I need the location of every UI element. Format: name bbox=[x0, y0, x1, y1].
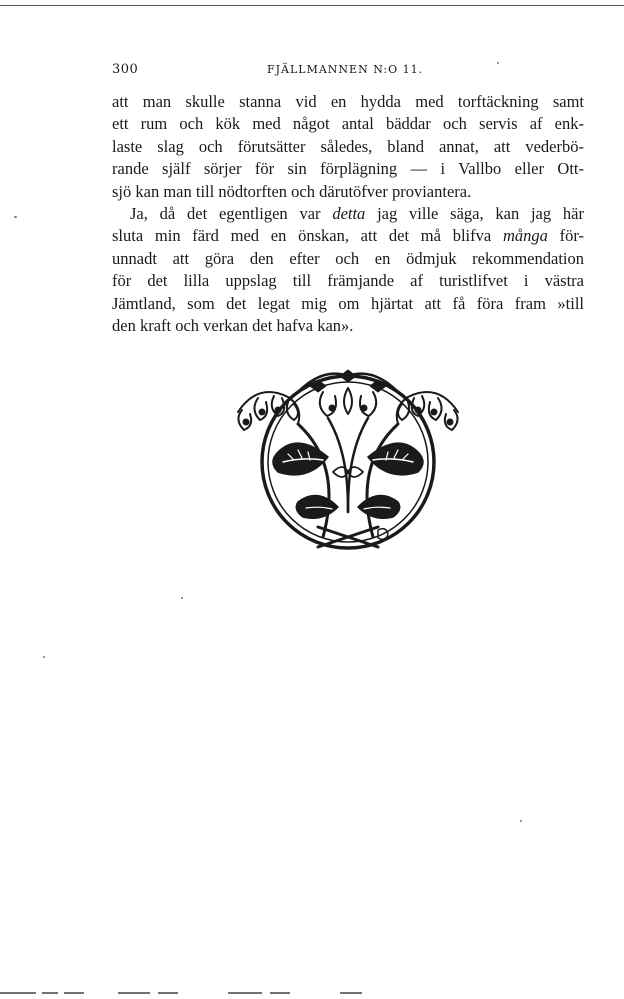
paper-speck bbox=[520, 820, 522, 822]
paper-speck bbox=[497, 62, 499, 64]
paper-speck bbox=[43, 656, 45, 658]
text-line: sluta min färd med en önskan, att det må blifva många för- bbox=[112, 226, 585, 246]
running-head: FJÄLLMANNEN N:O 11. bbox=[267, 63, 424, 76]
emphasis: detta bbox=[332, 203, 366, 223]
text-line: att man skulle stanna vid en hydda med torftäckning samt bbox=[112, 92, 584, 111]
floral-vignette-icon bbox=[228, 362, 468, 562]
page-bottom-marks bbox=[0, 990, 624, 996]
text-line: sjö kan man till nödtorften och därutöfver proviantera. bbox=[112, 181, 472, 201]
body-text bbox=[112, 91, 584, 337]
paper-speck bbox=[181, 597, 183, 599]
page-header bbox=[112, 62, 582, 82]
page-number: 300 bbox=[112, 62, 139, 77]
text-line: ett rum och kök med något antal bäddar och servis af enk- bbox=[112, 114, 584, 134]
text-line: för det lilla uppslag till främjande af turistlifvet i västra bbox=[112, 271, 584, 291]
text-line: Ja, då det egentligen var detta jag ville säga, kan jag här bbox=[130, 203, 584, 223]
text-line: laste slag och förutsätter således, bland annat, att vederbö- bbox=[112, 136, 584, 156]
paper-speck bbox=[14, 216, 17, 218]
emphasis: många bbox=[502, 226, 548, 246]
text-line: unnadt att göra den efter och en ödmjuk rekommendation bbox=[112, 248, 584, 268]
text-line: Jämtland, som det legat mig om hjärtat att få föra fram »till bbox=[112, 293, 584, 313]
text-line: rande själf sörjer för sin förplägning — i Vallbo eller Ott- bbox=[112, 159, 584, 179]
text-line: den kraft och verkan det hafva kan». bbox=[112, 315, 354, 335]
page-top-rule bbox=[0, 5, 624, 6]
